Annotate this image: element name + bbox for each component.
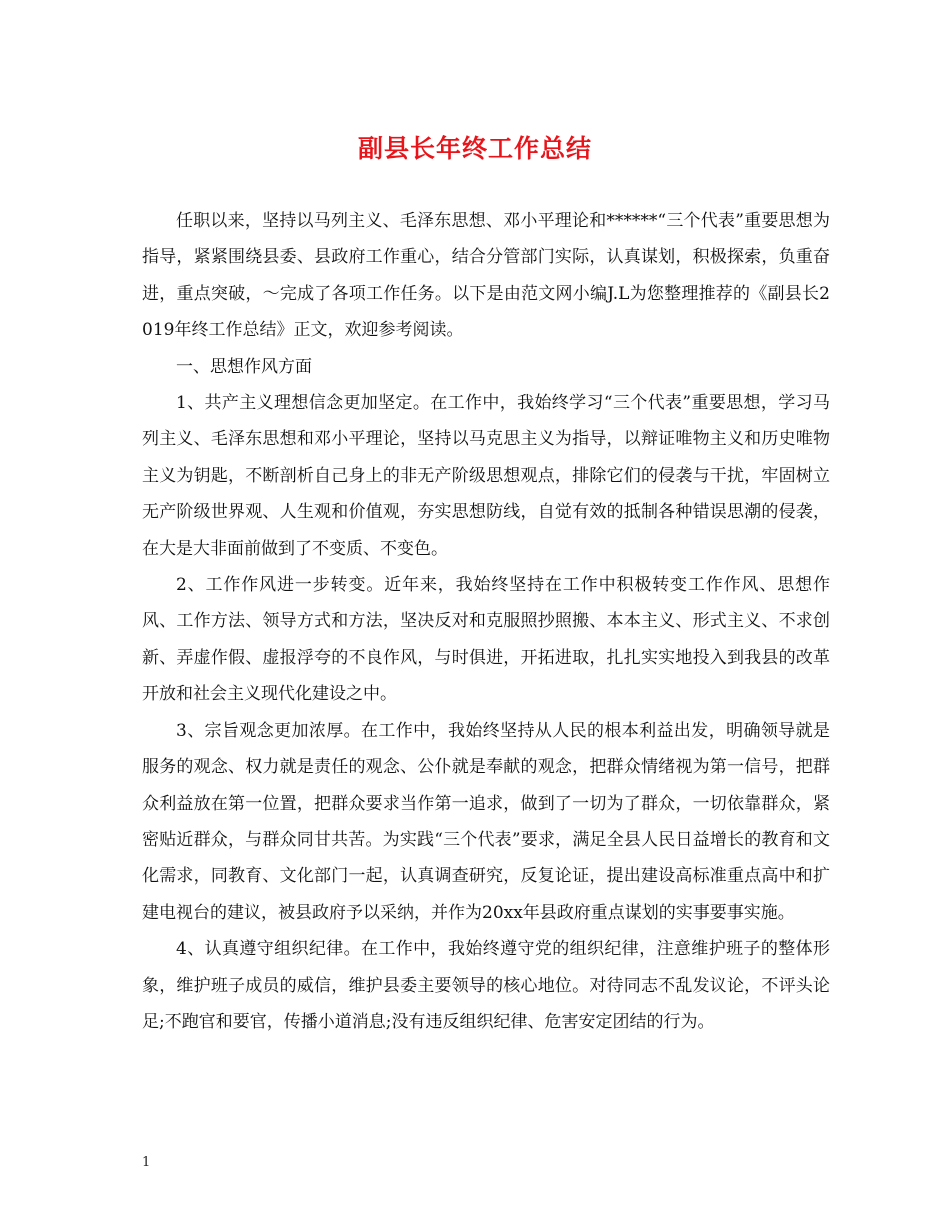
document-title: 副县长年终工作总结 xyxy=(357,134,592,163)
paragraph-item-1: 1、共产主义理想信念更加坚定。在工作中，我始终学习“三个代表”重要思想，学习马列主义、毛泽东思想和邓小平理论，坚持以马克思主义为指导，以辩证唯物主义和历史唯物主义为钥匙，不断剖析自己身上的非无产阶级思想观点，排除它们的侵袭与干扰，牢固树立无产阶级世界观、人生观和价值观，夯实思想防线，自觉有效的抵制各种错误思潮的侵袭，在大是大非面前做到了不变质、不变色。 xyxy=(142,393,830,559)
document-body xyxy=(142,203,830,1040)
paragraph-item-2: 2、工作作风进一步转变。近年来，我始终坚持在工作中积极转变工作作风、思想作风、工作方法、领导方式和方法，坚决反对和克服照抄照搬、本本主义、形式主义、不求创新、弄虚作假、虚报浮夸的不良作风，与时俱进，开拓进取，扎扎实实地投入到我县的改革开放和社会主义现代化建设之中。 xyxy=(142,575,830,705)
paragraph-item-4: 4、认真遵守组织纪律。在工作中，我始终遵守党的组织纪律，注意维护班子的整体形象，维护班子成员的威信，维护县委主要领导的核心地位。对待同志不乱发议论，不评头论足;不跑官和要官，传播小道消息;没有违反组织纪律、危害安定团结的行为。 xyxy=(142,939,830,1032)
paragraph-item-3: 3、宗旨观念更加浓厚。在工作中，我始终坚持从人民的根本利益出发，明确领导就是服务的观念、权力就是责任的观念、公仆就是奉献的观念，把群众情绪视为第一信号，把群众利益放在第一位置，把群众要求当作第一追求，做到了一切为了群众，一切依靠群众，紧密贴近群众，与群众同甘共苦。为实践“三个代表”要求，满足全县人民日益增长的教育和文化需求，同教育、文化部门一起，认真调查研究，反复论证，提出建设高标准重点高中和扩建电视台的建议，被县政府予以采纳，并作为20xx年县政府重点谋划的实事要事实施。 xyxy=(142,720,830,923)
intro-paragraph: 任职以来，坚持以马列主义、毛泽东思想、邓小平理论和******“三个代表”重要思想为指导，紧紧围绕县委、县政府工作重心，结合分管部门实际，认真谋划，积极探索，负重奋进，重点突破，～完成了各项工作任务。以下是由范文网小编J.L为您整理推荐的《副县长2019年终工作总结》正文，欢迎参考阅读。 xyxy=(142,211,830,341)
page-number: 1 xyxy=(142,1155,151,1170)
section-heading-ideology: 一、思想作风方面 xyxy=(176,356,312,377)
